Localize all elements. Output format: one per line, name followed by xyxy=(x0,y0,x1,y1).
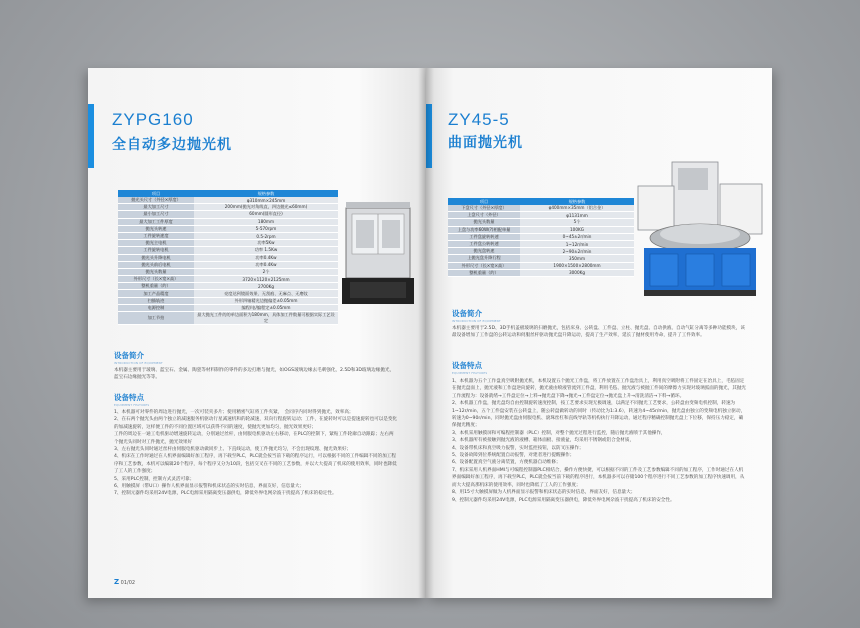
table-row xyxy=(448,219,634,226)
feature-item: 工件的周边在一通工电机驱动增速旋转运动，分别通过丝杆，由伺服电机驱动左右移动，在PLC的控制下，紧贴工件轮廓自动跟踪；左右两个抛光头同时对工件抛光，抛光效果好 xyxy=(114,432,394,445)
spec-label: 抛光盘转速 xyxy=(448,248,520,255)
spec-value: 2700Kg xyxy=(194,283,338,290)
table-row xyxy=(118,261,338,268)
feature-item: 6、用触摸屏（带U口）操作人机界面显示报警和机床状态的实时信息，界面友好，信息量大； xyxy=(114,484,305,490)
features-title: 设备特点 xyxy=(114,393,144,402)
table-header: 项目 xyxy=(118,190,194,197)
intro-subtitle: INTRODUCTION OF EQUIPMENT xyxy=(114,361,163,365)
spec-label: 最小加工尺寸 xyxy=(118,211,194,218)
spec-label: 工件旋转电机 xyxy=(118,247,194,254)
spec-value: 3720×1120×2125mm xyxy=(194,276,338,283)
spec-label: 整机重量（约） xyxy=(118,283,194,290)
feature-item: 2、在石两个抛光头由两个独立的减速服务机驱动行星减速机和的轮减速，双向行程旋转运动；工件，在旋转时可以是提速旋转也可以是变化的加减速旋转，这样便工件的不同位置区域可以获得不同的速度，使抛光更加均匀，抛光效果更好； xyxy=(114,417,398,430)
spec-value: φ400mm×35mm（铝合金） xyxy=(520,205,634,212)
feature-item: 8、用15寸大触摸屏做为人机界面显示报警和机床状态的实时信息，界面友好，信息量大； xyxy=(452,490,636,496)
table-row xyxy=(118,232,338,239)
product-name: 全自动多边抛光机 xyxy=(112,137,232,153)
right-page xyxy=(426,68,772,598)
table-row xyxy=(448,240,634,247)
spec-label: 工件旋转速度 xyxy=(118,232,194,239)
intro-title: 设备简介 xyxy=(452,309,482,318)
spec-value: 功率 1.5Kw xyxy=(194,247,338,254)
spec-label: 上抛光盘升降行程 xyxy=(448,255,520,262)
spec-label: 工件盘公转转速 xyxy=(448,240,520,247)
spec-label: 抛光头转速 xyxy=(118,225,194,232)
table-row xyxy=(118,290,338,297)
table-header: 规格参数 xyxy=(194,190,338,197)
spec-label: 工件盘旋转转速 xyxy=(448,233,520,240)
table-row xyxy=(118,240,338,247)
spec-value: 350mm xyxy=(520,255,634,262)
footer-mark: Z xyxy=(114,578,120,586)
feature-item: 1、本机器可对零件的周边进行抛光，一次可装夹多片；使用精密气缸将工件夹紧， 会同序内同时得到抛光，效率高； xyxy=(114,410,354,415)
spec-value: φ1131mm xyxy=(520,212,634,219)
spec-value: φ310mm×245mm xyxy=(194,197,338,204)
table-row xyxy=(118,204,338,211)
feature-item: 2、本机器工作盘，抛光盘均自由控制旋转速度控制，按工艺要求实现无极调速，以满足不同抛光工艺要求，公转盘由变频电机控制，转速为1~12r/min，五个工件盘安装在公转盘上，随公转盘做转动的同时（传动比为1:3.6），转速为4~45r/min，抛光盘由独立的变频电机独立驱动，转速为0~90r/min，同时抛光盘由伺服电机、滚珠丝杠和直线导轨等机构执行升降运动，通过程序精确控制抛光盘上下位移，保持压力稳定，确保抛光精度； xyxy=(452,401,746,429)
feature-item: 5、采用PLC控制，控制方式灵活可靠； xyxy=(114,476,195,482)
spec-label: 抛光头前后电机 xyxy=(118,261,194,268)
table-row xyxy=(448,248,634,255)
table-header: 规格参数 xyxy=(520,198,634,205)
spec-value: 功率0.4Kw xyxy=(194,254,338,261)
feature-item: 7、控制元器件均采用24V电源，PLC电源采用隔离变压器供电，降低外界电网杂波干扰提高了机床的稳定性。 xyxy=(114,491,337,497)
table-row xyxy=(118,218,338,225)
feature-item: 4、机床在工作时通过在人机界面编辑好加工程序，再下载至PLC，PLC就会按当前下载的程序运行，可以根据不同的工件编辑不同的加工程序和工艺参数，本机可以编辑20个程序，每个程序又分为10段，包括交叉在不同的工艺参数，并以大大提高了机床的使用效率，同时也降低了工人的工作强度； xyxy=(114,454,397,475)
spec-value: 外形四轴精光边抛偏差±0.05mm xyxy=(194,297,338,304)
intro-title: 设备简介 xyxy=(114,351,144,360)
spec-value: 5-570rpm xyxy=(194,225,338,232)
features-list xyxy=(452,378,746,504)
model-title: ZYPG160 xyxy=(112,110,194,129)
spec-value: 5个 xyxy=(520,219,634,226)
spec-value: 最大抛光工件的的单边面积为180mm，具体加工件数量可根据实际工艺设定 xyxy=(194,312,338,325)
spec-value: 功率0.4Kw xyxy=(194,261,338,268)
spec-value: 180mm xyxy=(194,218,338,225)
feature-item: 6、设备配置真空气液分离装置，方便机器自动维修； xyxy=(452,460,561,466)
feature-item: 3、本机器所有被接触到抛光液的液槽、箱体面板、接液盆，均采用不锈钢或铝合金材质， xyxy=(452,438,635,444)
spec-label: 最大加工工件厚度 xyxy=(118,218,194,225)
intro-subtitle: INTRODUCTION OF EQUIPMENT xyxy=(452,319,501,323)
left-page xyxy=(88,68,426,598)
spec-label: 外形尺寸（长×宽×高） xyxy=(448,262,520,269)
table-row xyxy=(118,211,338,218)
spec-value: 1~12r/min xyxy=(520,240,634,247)
spec-value: 200mm(抛光对角线直，四边抛光≤60mm) xyxy=(194,204,338,211)
table-row xyxy=(118,254,338,261)
spec-label: 加工节拍 xyxy=(118,312,194,325)
product-name: 曲面抛光机 xyxy=(448,135,523,151)
spec-label: 抛光头数量 xyxy=(118,268,194,275)
page-number: 01/02 xyxy=(120,580,136,586)
spec-label: 外形尺寸（长×宽×高） xyxy=(118,276,194,283)
intro-text: 本机器主要用于玻璃、蓝宝石、金属、陶瓷等材料制作的零件的多边打磨与抛光，如OGS玻璃边缘去毛刺强化，2.5D和3D玻璃边缘抛光，蓝宝石边缘抛光等等。 xyxy=(114,368,395,381)
spec-value: 3000Kg xyxy=(520,269,634,276)
spec-label: 加工产品精度 xyxy=(118,290,194,297)
feature-item: 7、机床采用人机界面HMI与可编程控制器PLC相结合，操作方便快捷，可以根据不同的工件及工艺参数编辑不同的加工程序，工作时通过在人机界面编辑好加工程序，再下载至PLC，PLC就会按当前下载的程序进行，本机器多可以存储100个程序进行不同工艺参数的加工程序快速调用，从而大大提高那机床的使用效率，同时也降低了工人的工作强度； xyxy=(452,467,745,488)
table-header: 项目 xyxy=(448,198,520,205)
table-row xyxy=(118,276,338,283)
spec-value: 亮度达到镜面效果、无刮痕、无麻点、无磨纹 xyxy=(194,290,338,297)
spec-label: 整机重量（约） xyxy=(448,269,520,276)
spec-label: 最大加工尺寸 xyxy=(118,204,194,211)
model-title: ZY45-5 xyxy=(448,110,510,129)
feature-item: 5、设备故障到位系统配置自动报警，对建者进行提醒操作； xyxy=(452,453,575,459)
spec-label: 扫描轨迹 xyxy=(118,297,194,304)
spec-value: 功率5Kw xyxy=(194,240,338,247)
accent-bar xyxy=(88,104,94,168)
intro-text: 本机器主要用于2.5D、3D手机盖板玻璃的扫磨抛光，包括床身、公转盘、工件盘、立柱、抛光盘、自动供液、自动气缸分离等多种功能模块，该最设备增加了工作盘的公转运动和伺服丝杆驱动抛光盘升降运动，提高了生产效率，延长了抛材使用寿命，提升了工件效率。 xyxy=(452,326,745,339)
features-list xyxy=(114,409,398,498)
spec-label: 电源控制 xyxy=(118,304,194,311)
table-row xyxy=(118,304,338,311)
table-row xyxy=(118,268,338,275)
spec-value: 100KG xyxy=(520,226,634,233)
table-row xyxy=(118,283,338,290)
feature-item: 3、本机采用触摸屏和可编程控制器（PLC）控制，对整个抛光过程进行监控，随后抛光液喷于其他操作， xyxy=(452,430,666,436)
table-row xyxy=(118,197,338,204)
table-row xyxy=(118,225,338,232)
spec-label: 抛光头数量 xyxy=(448,219,520,226)
table-row xyxy=(448,269,634,276)
page-footer xyxy=(114,578,135,586)
table-row xyxy=(118,247,338,254)
spec-label: 下盘尺寸（外径×厚度） xyxy=(448,205,520,212)
spec-label: 抛光头升降电机 xyxy=(118,254,194,261)
spec-value: 2~90±2r/min xyxy=(520,248,634,255)
spec-value: 0~45±2r/min xyxy=(520,233,634,240)
table-row xyxy=(448,212,634,219)
features-subtitle: EQUIPMENT FEATURES xyxy=(114,403,150,407)
spec-label: 上盘与功率60W(?)相配单量 xyxy=(448,226,520,233)
feature-item: 9、控制元器件均采用24V电源，PLC电源采用隔离变压器供电，降低外界电网杂波干扰提高了机床的安全性。 xyxy=(452,497,675,503)
spec-value: 编程/电/编程定±0.05mm xyxy=(194,304,338,311)
table-row xyxy=(448,205,634,212)
spec-value: 60mm(圆形直径) xyxy=(194,211,338,218)
table-row xyxy=(448,262,634,269)
spec-label: 抛光主电机 xyxy=(118,240,194,247)
feature-item: 3、左右抛光头同时通过丝杆由伺服电机驱动做同步上、下直线运动，使工件抛光均匀，不会出现纹理、抛光效果好； xyxy=(114,447,352,453)
spec-value: 0.5-2rpm xyxy=(194,232,338,239)
spec-table xyxy=(448,198,634,277)
book-spine xyxy=(418,68,434,598)
spec-value: 1900×1500×2800mm xyxy=(520,262,634,269)
spec-label: 上盘尺寸（外径） xyxy=(448,212,520,219)
table-row xyxy=(118,312,338,325)
spec-value: 2个 xyxy=(194,268,338,275)
machine-image xyxy=(634,156,766,306)
feature-item: 4、设备带机床和真空吸力报警，实时监控按钮，以防叉压操作； xyxy=(452,445,584,451)
table-row xyxy=(448,226,634,233)
spec-table xyxy=(118,190,338,325)
spec-label: 抛光头尺寸（外径×厚度） xyxy=(118,197,194,204)
features-subtitle: EQUIPMENT FEATURES xyxy=(452,371,488,375)
table-row xyxy=(448,255,634,262)
feature-item: 1、本机器为五个工作盘真空吸附抛光机，本机设置五个抛光工作盘，将工件放置在工作盘治具上，利用真空吸附将工件固定在治具上，毛毡固定在抛光盘面上，抛光液和工作盘逆向旋转，抛光液由喷液管流到工件盘，利用毛毡、抛光液与被抛工件间的摩擦力实现对玻璃弧面的抛光，其抛光工作流程为：设备就绪→工件盘定位→上料→抛光盘下降→抛光→工件盘定位→抛光盘上升→清洗清洁→下料→循环。 xyxy=(452,379,747,399)
table-row xyxy=(118,297,338,304)
features-title: 设备特点 xyxy=(452,361,482,370)
table-row xyxy=(448,233,634,240)
machine-image xyxy=(340,198,418,308)
